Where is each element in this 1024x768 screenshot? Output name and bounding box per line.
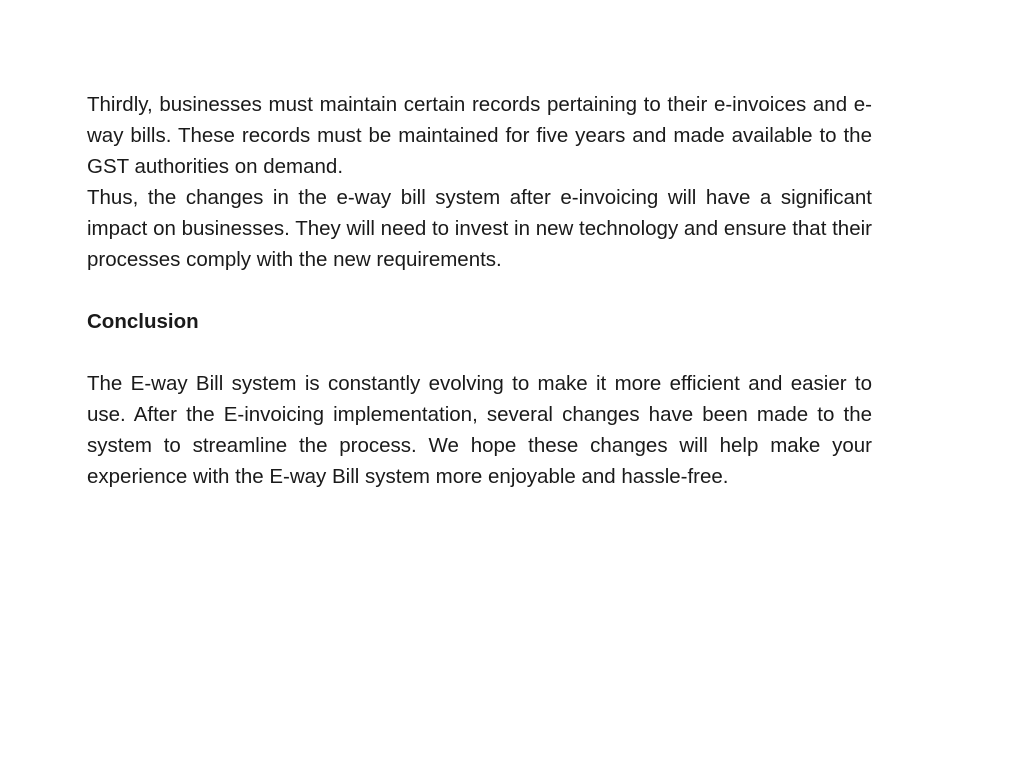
spacer <box>87 275 872 306</box>
conclusion-heading: Conclusion <box>87 310 199 333</box>
paragraph-impact: Thus, the changes in the e-way bill system after e-invoicing will have a significant impact on businesses. They will need to invest in new technology and ensure that their processes comply with the new requirements. <box>87 186 872 271</box>
conclusion-paragraph: The E-way Bill system is constantly evolving to make it more efficient and easier to use. After the E-invoicing implementation, several changes have been made to the system to streamline the process. We hope these changes will help make your experience with the E-way Bill system more enjoyable and hassle-free. <box>87 372 872 488</box>
slide-body <box>87 89 872 492</box>
spacer <box>87 337 872 368</box>
paragraph-records: Thirdly, businesses must maintain certain records pertaining to their e-invoices and e-way bills. These records must be maintained for five years and made available to the GST authorities on demand. <box>87 93 872 178</box>
